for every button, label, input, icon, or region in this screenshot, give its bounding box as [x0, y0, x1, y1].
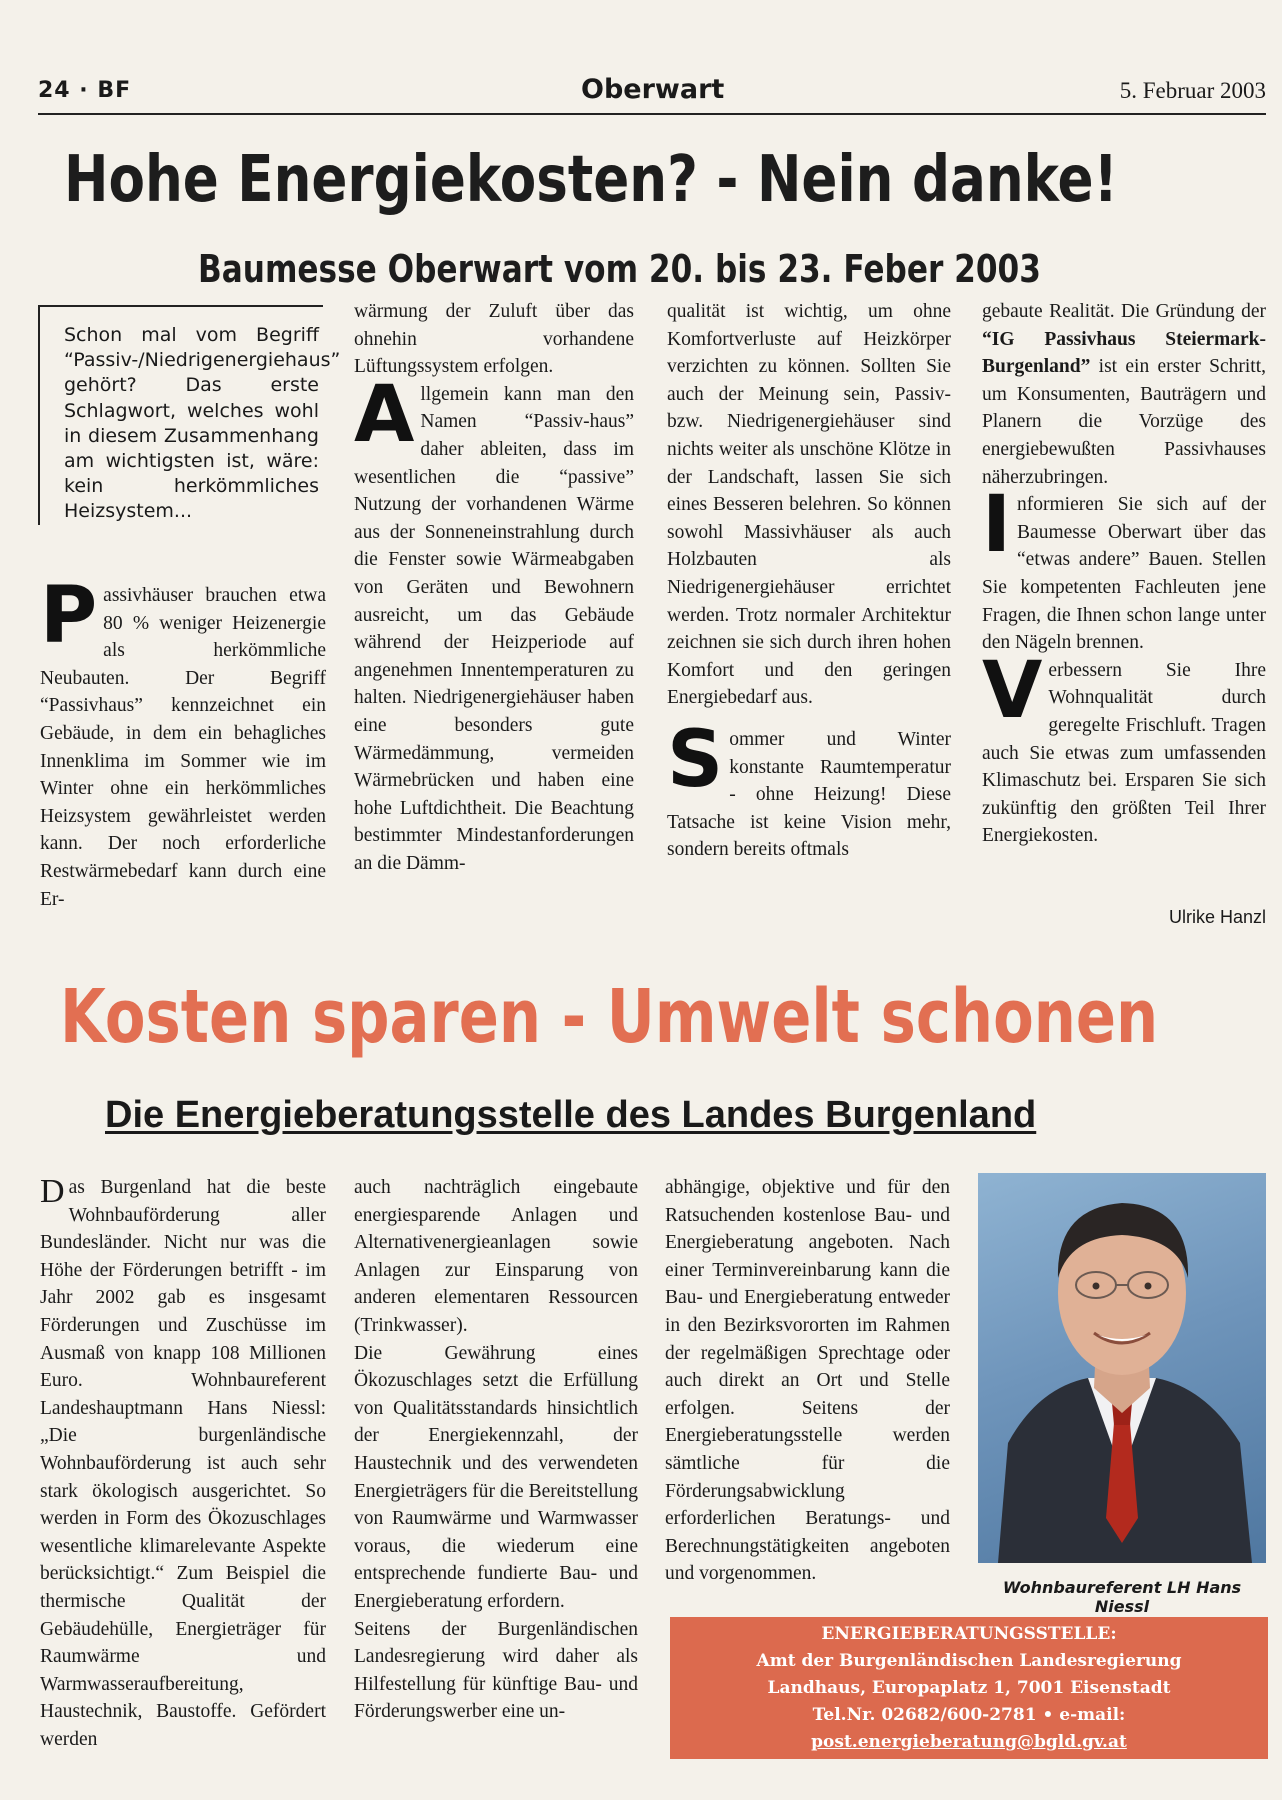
drop-cap: V [982, 645, 1043, 736]
article2-column-3: abhängige, objektive und für den Ratsuchenden kostenlose Bau- und Energieberatung angeboten. Nach einer Terminvereinbarung kann die Bau- und Energieberatung entweder in den Bezirksvororten im Rahmen der regelmäßigen Sprechtage oder auch direkt an Ort und Stelle erfolgen. Seitens der Energieberatungsstelle werden sämtliche für die Förderungsabwicklung erforderlichen Beratungs- und Berechnungstätigkeiten angeboten und vorgenommen. [665, 1177, 950, 1585]
article2-title: Kosten sparen - Umwelt schonen [60, 974, 1159, 1060]
drop-cap: I [982, 480, 1012, 571]
article1-subtitle: Baumesse Oberwart vom 20. bis 23. Feber 2003 [198, 247, 1041, 291]
paragraph: Informieren Sie sich auf der Baumesse Oberwart über das “etwas andere” Bauen. Stellen Sie kompetenten Fachleuten jene Fragen, die Ihnen schon lange unter den Nägeln brennen. [982, 480, 1266, 654]
intro-text: Schon mal vom Begriff “Passiv-/Niedrigenergiehaus” gehört? Das erste Schlagwort, welches wohl in diesem Zusammenhang am wichtigsten ist, wäre: kein herkömmliches Heizsystem... [64, 324, 341, 523]
portrait-illustration [978, 1173, 1266, 1563]
paragraph: Sommer und Winter konstante Raumtemperatur - ohne Heizung! Diese Tatsache ist keine Vision mehr, sondern bereits oftmals [667, 714, 951, 861]
contact-box [670, 1617, 1268, 1759]
intro-box [38, 305, 341, 525]
portrait-photo [978, 1173, 1266, 1563]
issue-date: 5. Februar 2003 [1119, 78, 1266, 103]
contact-phone: Tel.Nr. 02682/600-2781 • e-mail: [812, 1705, 1126, 1725]
article1-column-3: qualität ist wichtig, um ohne Komfortverluste auf Heizkörper verzichten zu können. Sollten Sie auch der Meinung sein, Passiv- bzw. Niedrigenergiehäuser sind nichts weiter als unschöne Klötze in der Landschaft, lassen Sie sich eines Besseren belehren. So können sowohl Massivhäuser als auch Holzbauten als Niedrigenergiehäuser errichtet werden. Trotz normaler Architektur zeichnen sie sich durch ihren hohen Komfort und den geringen Energiebedarf aus. Sommer und Winter konstante Raumtemperatur - ohne Heizung! Diese Tatsache ist keine Vision mehr, sondern bereits oftmals [667, 298, 951, 864]
contact-office: Amt der Burgenländischen Landesregierung [756, 1651, 1182, 1671]
article1-column-1: Passivhäuser brauchen etwa 80 % weniger Heizenergie als herkömmliche Neubauten. Der Begriff “Passivhaus” kennzeichnet ein Gebäude, in dem ein behagliches Innenklima im Sommer wie im Winter ohne ein herkömmliches Heizsystem gewährleistet werden kann. Der noch erforderliche Restwärmebedarf kann durch eine Er- [40, 571, 326, 910]
author-name: Ulrike Hanzl [1168, 907, 1266, 927]
paragraph: Allgemein kann man den Namen “Passiv-haus” daher ableiten, dass im wesentlichen die “passive” Nutzung der vorhandenen Wärme aus der Sonneneinstrahlung durch die Fenster sowie Wärmeabgaben von Geräten und Bewohnern ausreicht, um das Gebäude während der Heizperiode auf angenehmen Innentemperaturen zu halten. Niedrigenergiehäuser haben eine besonders gute Wärmedämmung, vermeiden Wärmebrücken und haben eine hohe Luftdichtheit. Die Beachtung bestimmter Mindestanforderungen an die Dämm- [354, 369, 634, 874]
contact-address: Landhaus, Europaplatz 1, 7001 Eisenstadt [767, 1678, 1171, 1698]
article1-title: Hohe Energiekosten? - Nein danke! [64, 143, 1118, 217]
section-title: Oberwart [581, 74, 725, 105]
header-rule [38, 113, 1266, 115]
article2-subtitle: Die Energieberatungsstelle des Landes Burgenland [105, 1094, 1037, 1136]
drop-cap: A [354, 369, 415, 460]
article2-column-1: Das Burgenland hat die beste Wohnbauförderung aller Bundesländer. Nicht nur was die Höhe der Förderungen betrifft - im Jahr 2002 gab es insgesamt Förderungen und Zuschüsse im Ausmaß von knapp 108 Millionen Euro. Wohnbaureferent Landeshauptmann Hans Niessl: „Die burgenländische Wohnbauförderung ist auch sehr stark ökologisch ausgerichtet. So werden in Form des Ökozuschlages wesentliche klimarelevante Aspekte berücksichtigt.“ Zum Beispiel die thermische Qualität der Gebäudehülle, Energieträger für Raumwärme und Warmwasseraufbereitung, Haustechnik, Baustoffe. Gefördert werden [40, 1173, 326, 1750]
paragraph: Verbessern Sie Ihre Wohnqualität durch geregelte Frischluft. Tragen auch Sie etwas zum umfassenden Klimaschutz bei. Ersparen Sie sich zukünftig den größten Teil Ihrer Energiekosten. [982, 645, 1266, 847]
contact-title: ENERGIEBERATUNGSSTELLE: [821, 1624, 1117, 1644]
page-header [38, 74, 1266, 114]
article2-column-2: auch nachträglich eingebaute energiesparende Anlagen und Alternativenergieanlagen sowie Anlagen zur Einsparung von anderen elementaren Ressourcen (Trinkwasser). Die Gewährung eines Ökozuschlages setzt die Erfüllung von Qualitätsstandards hinsichtlich der Energiekennzahl, der Haustechnik und des verwendeten Energieträgers für die Bereitstellung von Raumwärme und Warmwasser voraus, die wiederum eine entsprechende fundierte Bau- und Energieberatung erfordern. Seitens der Burgenländischen Landesregierung wird daher als Hilfestellung für künftige Bau- und Förderungswerber eine un- [354, 1177, 638, 1723]
photo-caption: Wohnbaureferent LH Hans Niessl [1002, 1578, 1242, 1616]
drop-cap: P [40, 571, 98, 661]
page-number: 24 · BF [38, 78, 132, 103]
contact-email[interactable]: post.energieberatung@bgld.gv.at [811, 1732, 1127, 1752]
drop-cap: S [667, 714, 724, 805]
drop-cap: D [40, 1173, 65, 1210]
article1-column-4: gebaute Realität. Die Gründung der “IG Passivhaus Steiermark-Burgenland” ist ein erster Schritt, um Konsumenten, Bauträgern und Planern die Vorzüge des energiebewußten Passivhauses näherzubringen. Informieren Sie sich auf der Baumesse Oberwart über das “etwas andere” Bauen. Stellen Sie kompetenten Fachleuten jene Fragen, die Ihnen schon lange unter den Nägeln brennen. Verbessern Sie Ihre Wohnqualität durch geregelte Frischluft. Tragen auch Sie etwas zum umfassenden Klimaschutz bei. Ersparen Sie sich zukünftig den größten Teil Ihrer Energiekosten. [982, 298, 1266, 850]
article1-column-2: wärmung der Zuluft über das ohnehin vorhandene Lüftungssystem erfolgen. Allgemein kann man den Namen “Passiv-haus” daher ableiten, dass im wesentlichen die “passive” Nutzung der vorhandenen Wärme aus der Sonneneinstrahlung durch die Fenster sowie Wärmeabgaben von Geräten und Bewohnern ausreicht, um das Gebäude während der Heizperiode auf angenehmen Innentemperaturen zu halten. Niedrigenergiehäuser haben eine besonders gute Wärmedämmung, vermeiden Wärmebrücken und haben eine hohe Luftdichtheit. Die Beachtung bestimmter Mindestanforderungen an die Dämm- [354, 298, 634, 877]
